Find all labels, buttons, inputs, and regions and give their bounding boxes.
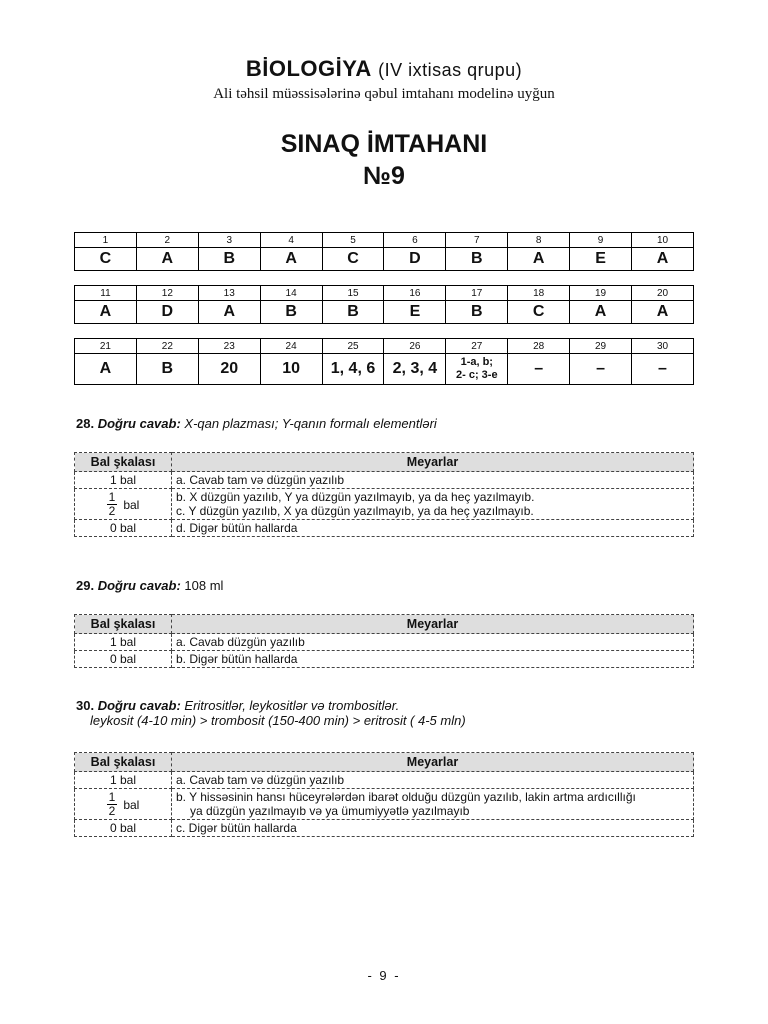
answer-cell: B	[136, 354, 198, 385]
exam-title	[0, 128, 768, 192]
question-number: 2	[136, 233, 198, 248]
criteria-header: Meyarlar	[172, 753, 694, 772]
answer-cell: 2, 3, 4	[384, 354, 446, 385]
criteria-header: Meyarlar	[172, 453, 694, 472]
q29-heading	[76, 578, 223, 593]
answer-27-line-1: 1-a, b;	[460, 356, 493, 368]
question-number: 26	[384, 339, 446, 354]
question-number: 14	[260, 286, 322, 301]
question-number: 27	[446, 339, 508, 354]
question-number: 6	[384, 233, 446, 248]
model-line: Ali təhsil müəssisələrinə qəbul imtahanı modelinə uyğun	[213, 86, 555, 102]
score-cell: 0 bal	[75, 651, 172, 668]
half-score	[107, 491, 140, 518]
answer-cell: B	[446, 248, 508, 271]
answer-cell-27	[446, 354, 508, 385]
question-number: 4	[260, 233, 322, 248]
answer-key-row-3	[74, 338, 694, 385]
question-number: 7	[446, 233, 508, 248]
q29-criteria-table	[74, 614, 694, 668]
question-number: 24	[260, 339, 322, 354]
question-number: 18	[508, 286, 570, 301]
q29-answer: 108 ml	[184, 578, 224, 593]
answer-cell: A	[632, 248, 694, 271]
answer-cell: D	[384, 248, 446, 271]
criteria-header: Meyarlar	[172, 615, 694, 634]
question-number: 28	[508, 339, 570, 354]
question-number: 23	[198, 339, 260, 354]
answer-cell: 10	[260, 354, 322, 385]
page-number: - 9 -	[367, 968, 401, 983]
score-cell: 1 bal	[75, 634, 172, 651]
q30-heading	[76, 698, 466, 728]
answer-cell: A	[632, 301, 694, 324]
answer-cell: A	[198, 301, 260, 324]
q29-number: 29.	[76, 578, 95, 593]
answer-cell: A	[75, 301, 137, 324]
answer-cell: –	[508, 354, 570, 385]
answer-cell: A	[508, 248, 570, 271]
scale-header: Bal şkalası	[75, 753, 172, 772]
score-cell: 1 bal	[75, 472, 172, 489]
answer-cell: –	[632, 354, 694, 385]
answer-cell: 1, 4, 6	[322, 354, 384, 385]
q30-number: 30.	[76, 698, 95, 713]
question-number: 25	[322, 339, 384, 354]
answer-cell: C	[508, 301, 570, 324]
answer-cell: –	[570, 354, 632, 385]
question-number: 11	[75, 286, 137, 301]
question-number: 13	[198, 286, 260, 301]
answer-cell: B	[198, 248, 260, 271]
question-number: 20	[632, 286, 694, 301]
score-cell: 0 bal	[75, 520, 172, 537]
q28-heading	[76, 416, 437, 431]
criteria-cell: c. Digər bütün hallarda	[172, 820, 694, 837]
score-unit: bal	[123, 497, 140, 512]
answer-cell: B	[260, 301, 322, 324]
criteria-cell: d. Digər bütün hallarda	[172, 520, 694, 537]
question-number: 12	[136, 286, 198, 301]
question-number: 29	[570, 339, 632, 354]
q30-answer-line-2: leykosit (4-10 min) > trombosit (150-400 min) > eritrosit ( 4-5 mln)	[90, 713, 466, 728]
fraction-denominator: 2	[108, 504, 116, 518]
question-number: 19	[570, 286, 632, 301]
fraction-numerator: 1	[108, 790, 116, 804]
exam-number: №9	[363, 162, 405, 190]
fraction	[107, 791, 118, 818]
question-number: 17	[446, 286, 508, 301]
criteria-cell: b. Digər bütün hallarda	[172, 651, 694, 668]
q28-criteria-table	[74, 452, 694, 537]
question-number: 1	[75, 233, 137, 248]
answer-key-row-1	[74, 232, 694, 271]
question-number: 15	[322, 286, 384, 301]
criteria-cell	[172, 789, 694, 820]
criteria-cell: a. Cavab düzgün yazılıb	[172, 634, 694, 651]
answer-cell: A	[570, 301, 632, 324]
answer-cell: A	[75, 354, 137, 385]
criteria-line-c: c. Y düzgün yazılıb, X ya düzgün yazılmayıb, ya da heç yazılmayıb.	[176, 504, 534, 518]
answer-cell: B	[446, 301, 508, 324]
question-number: 22	[136, 339, 198, 354]
fraction-denominator: 2	[108, 804, 116, 818]
scale-header: Bal şkalası	[75, 615, 172, 634]
criteria-line-b: b. X düzgün yazılıb, Y ya düzgün yazılmayıb, ya da heç yazılmayıb.	[176, 490, 535, 504]
criteria-cell: a. Cavab tam və düzgün yazılıb	[172, 472, 694, 489]
q28-answer: X-qan plazması; Y-qanın formalı elementləri	[184, 416, 437, 431]
score-unit: bal	[123, 797, 140, 812]
answer-cell: C	[75, 248, 137, 271]
answer-27-line-2: 2- c; 3-e	[456, 369, 498, 381]
q29-label: Doğru cavab:	[97, 578, 181, 593]
question-number: 30	[632, 339, 694, 354]
question-number: 10	[632, 233, 694, 248]
fraction	[107, 491, 118, 518]
q28-label: Doğru cavab:	[97, 416, 181, 431]
answer-cell: E	[384, 301, 446, 324]
q28-number: 28.	[76, 416, 95, 431]
answer-cell: C	[322, 248, 384, 271]
subject-line	[0, 56, 768, 82]
answer-key-row-2	[74, 285, 694, 324]
score-cell-half	[75, 789, 172, 820]
q30-label: Doğru cavab:	[97, 698, 181, 713]
q30-answer: Eritrositlər, leykositlər və trombositlər.	[184, 698, 400, 713]
subject-name: BİOLOGİYA	[245, 56, 372, 81]
question-number: 16	[384, 286, 446, 301]
answer-cell: 20	[198, 354, 260, 385]
subject-group: (IV ixtisas qrupu)	[378, 60, 523, 80]
criteria-line-b-cont: ya düzgün yazılmayıb və ya ümumiyyətlə yazılmayıb	[190, 804, 470, 818]
question-number: 5	[322, 233, 384, 248]
score-cell: 1 bal	[75, 772, 172, 789]
answer-cell: B	[322, 301, 384, 324]
q30-criteria-table	[74, 752, 694, 837]
criteria-cell	[172, 489, 694, 520]
exam-title-text: SINAQ İMTAHANI	[280, 130, 488, 158]
question-number: 9	[570, 233, 632, 248]
question-number: 3	[198, 233, 260, 248]
answer-cell: A	[260, 248, 322, 271]
criteria-cell: a. Cavab tam və düzgün yazılıb	[172, 772, 694, 789]
criteria-line-b: b. Y hissəsinin hansı hüceyrələrdən ibarət olduğu düzgün yazılıb, lakin artma ardıcıllığı	[176, 790, 636, 804]
score-cell-half	[75, 489, 172, 520]
answer-cell: D	[136, 301, 198, 324]
score-cell: 0 bal	[75, 820, 172, 837]
question-number: 21	[75, 339, 137, 354]
question-number: 8	[508, 233, 570, 248]
answer-cell: E	[570, 248, 632, 271]
fraction-numerator: 1	[108, 490, 116, 504]
page-header	[0, 56, 768, 103]
half-score	[107, 791, 140, 818]
answer-cell: A	[136, 248, 198, 271]
scale-header: Bal şkalası	[75, 453, 172, 472]
